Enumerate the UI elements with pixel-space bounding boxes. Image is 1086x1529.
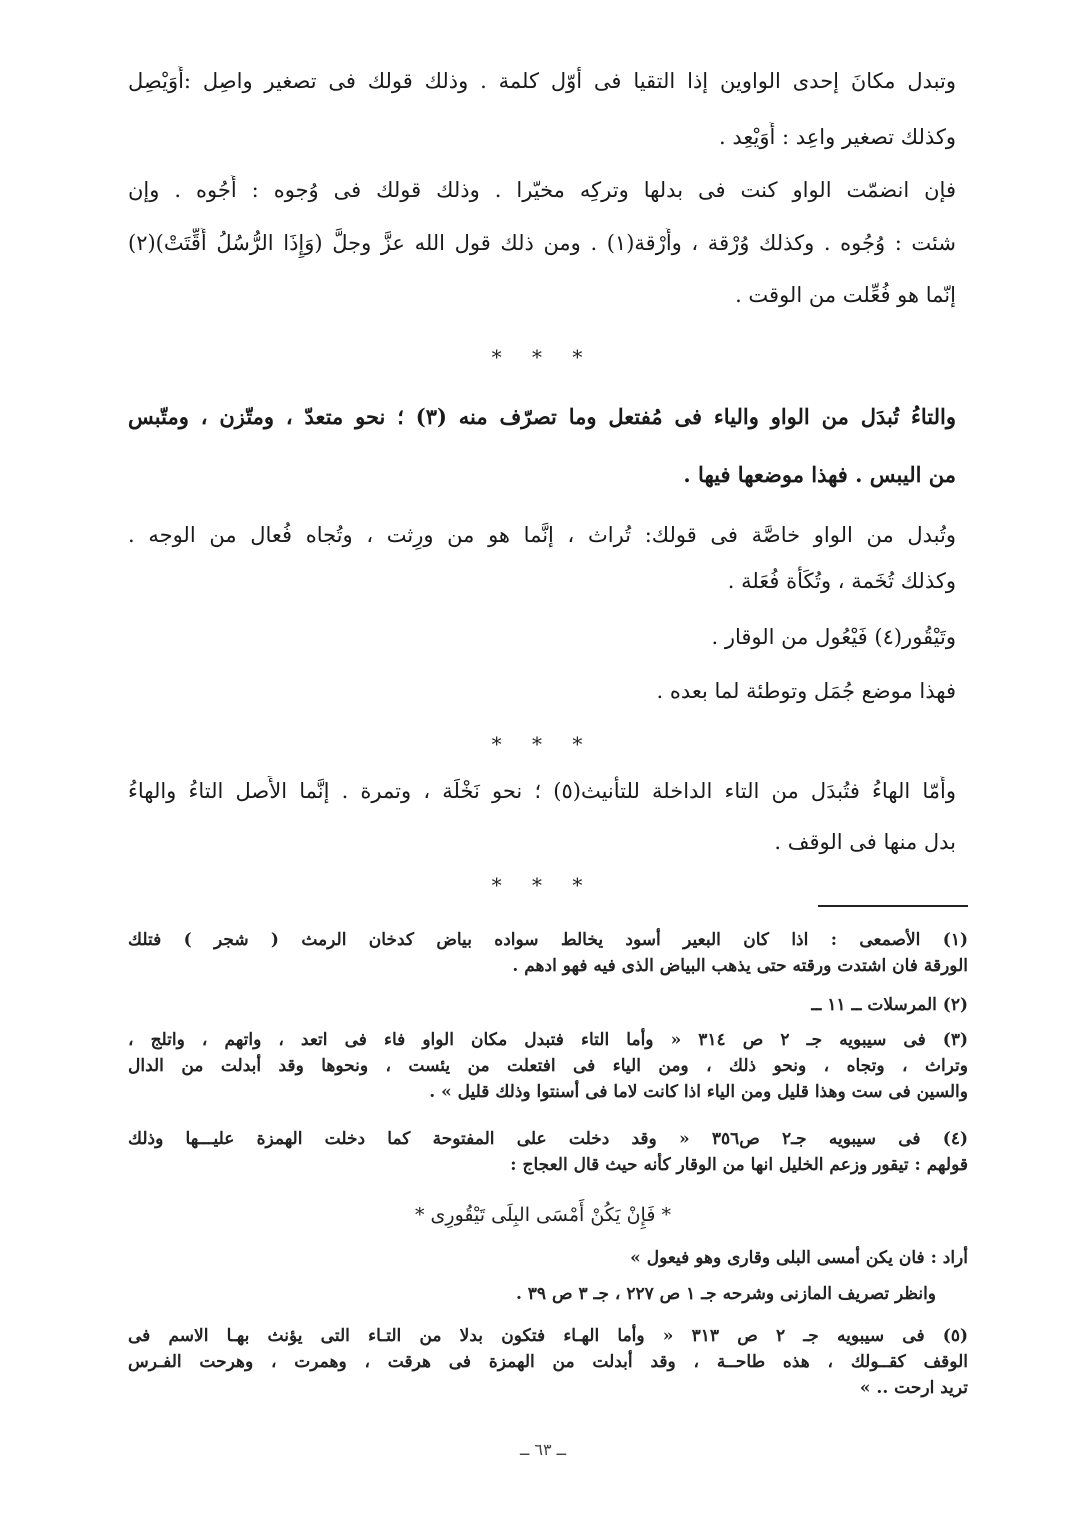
body-line: شئت : وُجُوه . وكذلك وُرْقة ، وأُرْقة(١) . ومن ذلك قول الله عزَّ وجلَّ (وَإِذَا الرُّسُلُ أُقِّتَتْ)(٢) (128, 231, 956, 255)
footnote-line: (٤) فى سيبويه جـ٢ ص٣٥٦ « وقد دخلت على المفتوحة كما دخلت الهمزة عليـــها وذلك (128, 1129, 968, 1149)
body-line: فإن انضمّت الواو كنت فى بدلها وتركِه مخيّرا . وذلك قولك فى وُجوه : أُجُوه . وإن (128, 178, 956, 202)
body-line: من اليبس . فهذا موضعها فيها . (683, 462, 956, 487)
footnote-line: (٥) فى سيبويه جـ ٢ ص ٣١٣ « وأما الهـاء فتكون بدلا من التـاء التى يؤنث بهـا الاسم فى (128, 1326, 968, 1346)
section-separator: * * * (491, 873, 595, 897)
footnote-line: قولهم : تيقور وزعم الخليل انها من الوقار كأنه حيث قال العجاج : (510, 1155, 968, 1175)
body-line: وكذلك تُخَمة ، وتُكَأَة فُعَلة . (727, 569, 956, 593)
footnote-verse: * فَإِنْ يَكُنْ أَمْسَى البِلَى تَيْقُورِى * (415, 1204, 671, 1226)
body-line: وكذلك تصغير واعِد : أُوَيْعِد . (719, 125, 956, 149)
body-line: إنّما هو فُعِّلت من الوقت . (735, 283, 956, 307)
footnote-line: تريد ارحت .. » (859, 1378, 968, 1398)
footnote-line: وتراث ، وتجاه ، ونحو ذلك ، ومن الياء فى افتعلت من يئست ، ونحوها وقد أبدلت من الدال (128, 1056, 968, 1076)
footnote-line: الوقف كقــولك ، هذه طاحــة ، وقد أبدلت من الهمزة فى هرقت ، وهمرت ، وهرحت الفـرس (128, 1352, 968, 1372)
page-number: ــ ٦٣ ــ (519, 1440, 567, 1459)
body-line: بدل منها فى الوقف . (774, 830, 956, 854)
footnote-line: والسين فى ست وهذا قليل ومن الياء اذا كانت لاما فى أسنتوا وذلك قليل » . (429, 1082, 968, 1102)
footnote-line: (٢) المرسلات ــ ١١ ــ (811, 995, 968, 1015)
footnote-line: (١) الأصمعى : اذا كان البعير أسود يخالط سواده بياض كدخان الرمث ( شجر ) فتلك (128, 930, 968, 950)
footnote-line: وانظر تصريف المازنى وشرحه جـ ١ ص ٢٢٧ ، جـ ٣ ص ٣٩ . (515, 1284, 936, 1304)
body-line: وتبدل مكانَ إحدى الواوين إذا التقيا فى أوّل كلمة . وذلك قولك فى تصغير واصِل :أُوَيْصِل (128, 69, 956, 93)
footnote-divider (818, 905, 968, 907)
body-line: وتُبدل من الواو خاصَّة فى قولك: تُراث ، إنَّما هو من ورِثت ، وتُجاه فُعال من الوجه . (128, 523, 956, 547)
footnote-line: (٣) فى سيبويه جـ ٢ ص ٣١٤ « وأما التاء فتبدل مكان الواو فاء فى اتعد ، واتهم ، واتلج ، (128, 1030, 968, 1050)
body-line: فهذا موضع جُمَل وتوطئة لما بعده . (656, 679, 956, 703)
footnote-line: الورقة فان اشتدت ورقته حتى يذهب البياض الذى فيه فهو ادهم . (512, 956, 968, 976)
body-line: وأَمّا الهاءُ فتُبدَل من التاء الداخلة للتأْنيث(٥) ؛ نحو نَخْلَة ، وتمرة . إنَّما الأَصل التاءُ والهاءُ (128, 779, 956, 803)
section-separator: * * * (491, 345, 595, 369)
section-separator: * * * (491, 732, 595, 756)
body-line: والتاءُ تُبدَل من الواو والياء فى مُفتعل وما تصرّف منه (٣) ؛ نحو متعدّ ، ومتّزن ، ومتّبس (128, 404, 956, 429)
body-line: وتَيْقُور(٤) فَيْعُول من الوقار . (711, 625, 956, 649)
footnote-line: أراد : فان يكن أمسى البلى وقارى وهو فيعول » (630, 1248, 968, 1268)
